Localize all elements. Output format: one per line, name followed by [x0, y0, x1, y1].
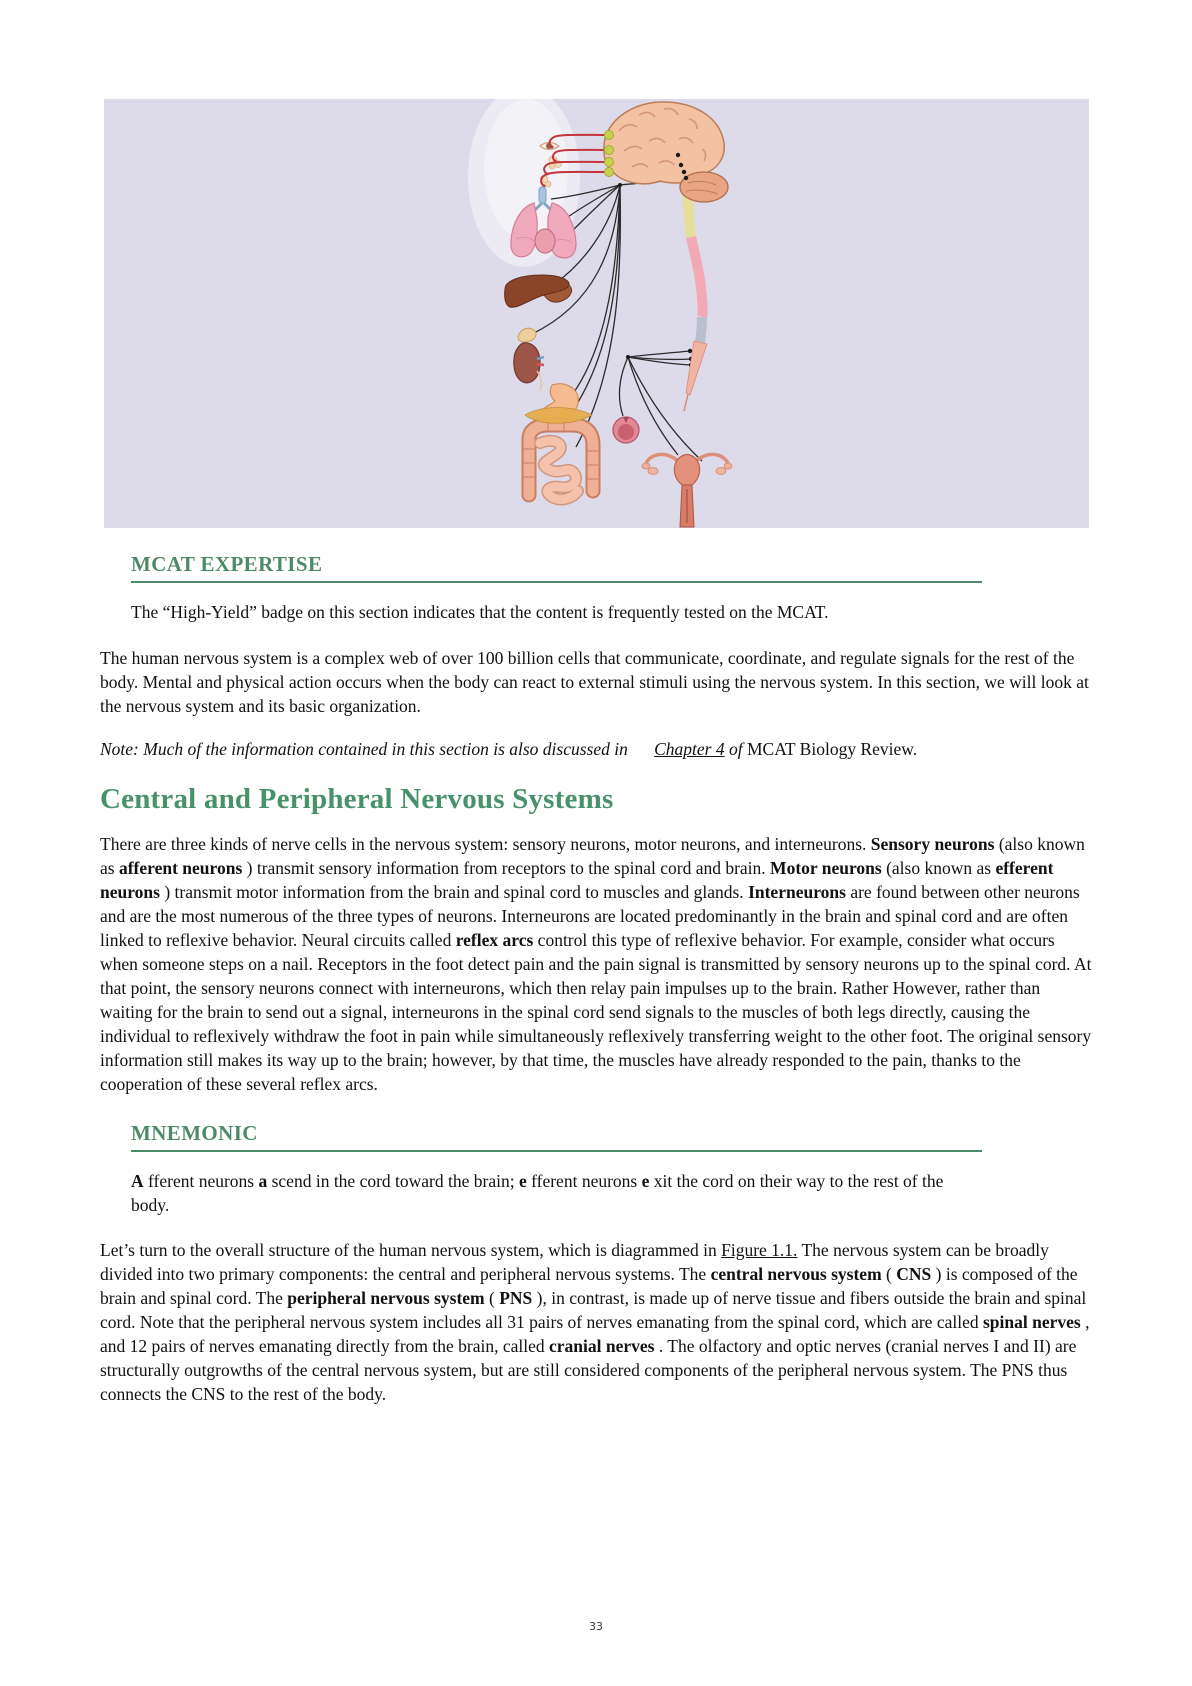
adrenal-gland — [518, 328, 536, 342]
mcat-expertise-rule — [131, 581, 982, 583]
heart — [535, 229, 555, 253]
liver — [505, 275, 572, 307]
mnemonic-body: A fferent neurons a scend in the cord toward the brain; e fferent neurons e xit the cord on their way to the rest of the body. — [131, 1171, 948, 1215]
nerve-junction-dots — [618, 183, 693, 367]
chapter-4-link[interactable]: Chapter 4 — [654, 739, 725, 759]
mnemonic-rule — [131, 1150, 982, 1152]
kidney — [514, 343, 544, 391]
neurons-paragraph: There are three kinds of nerve cells in the nervous system: sensory neurons, motor neurons, and interneurons. Sensory neurons (also known as afferent neurons ) transmit sensory information from receptors to the spinal cord and brain. Motor neurons (also known as efferent neurons ) transmit motor information from the brain and spinal cord to muscles and glands. Interneurons are found between other neurons and are the most numerous of the three types of neurons. Interneurons are located predominantly in the brain and spinal cord and are often linked to reflexive behavior. Neural circuits called reflex arcs control this type of reflexive behavior. For example, consider what occurs when someone steps on a nail. Receptors in the foot detect pain and the pain signal is transmitted by sensory neurons up to the spinal cord. At that point, the sensory neurons connect with interneurons, which then relay pain impulses up to the brain. Rather However, rather than waiting for the brain to send out a signal, interneurons in the spinal cord send signals to the muscles of both legs directly, causing the individual to reflexively withdraw the foot in pain while simultaneously reflexively transferring weight to the other foot. The original sensory information still makes its way up to the brain; however, by that time, the muscles have already responded to the pain, thanks to the cooperation of these several reflex arcs. — [100, 834, 1096, 1094]
mcat-expertise-heading: MCAT EXPERTISE — [131, 552, 323, 576]
mcat-expertise-section — [131, 551, 982, 624]
section-heading: Central and Peripheral Nervous Systems — [100, 783, 614, 815]
brain — [604, 102, 728, 202]
uterus — [642, 454, 732, 527]
bladder — [613, 417, 639, 443]
nervous-system-illustration — [104, 99, 1089, 528]
page-content — [100, 551, 1096, 1406]
mcat-expertise-body: The “High-Yield” badge on this section indicates that the content is frequently tested on the MCAT. — [131, 602, 829, 622]
mnemonic-section — [131, 1120, 982, 1217]
figure-1-1-link[interactable]: Figure 1.1. — [721, 1240, 798, 1260]
note-paragraph: Note: Much of the information contained in this section is also discussed in Chapter 4 of MCAT Biology Review. — [100, 739, 918, 759]
intro-paragraph: The human nervous system is a complex web of over 100 billion cells that communicate, coordinate, and regulate signals for the rest of the body. Mental and physical action occurs when the body can react to external stimuli using the nervous system. In this section, we will look at the nervous system and its basic organization. — [100, 648, 1094, 716]
mnemonic-heading: MNEMONIC — [131, 1121, 258, 1145]
small-intestine — [540, 441, 578, 500]
spinal-cord — [684, 187, 707, 411]
page-number: 33 — [589, 1620, 603, 1633]
nervous-system-figure — [104, 99, 1089, 528]
trachea — [539, 187, 546, 203]
structure-paragraph: Let’s turn to the overall structure of the human nervous system, which is diagrammed in Figure 1.1. The nervous system can be broadly divided into two primary components: the central and peripheral nervous systems. The central nervous system ( CNS ) is composed of the brain and spinal cord. The peripheral nervous system ( PNS ), in contrast, is made up of nerve tissue and fibers outside the brain and spinal cord. Note that the peripheral nervous system includes all 31 pairs of nerves emanating from the spinal cord, which are called spinal nerves , and 12 pairs of nerves emanating directly from the brain, called cranial nerves . The olfactory and optic nerves (cranial nerves I and II) are structurally outgrowths of the central nervous system, but are still considered components of the peripheral nervous system. The PNS thus connects the CNS to the rest of the body. — [100, 1240, 1094, 1404]
sympathetic-ganglia — [605, 131, 614, 177]
